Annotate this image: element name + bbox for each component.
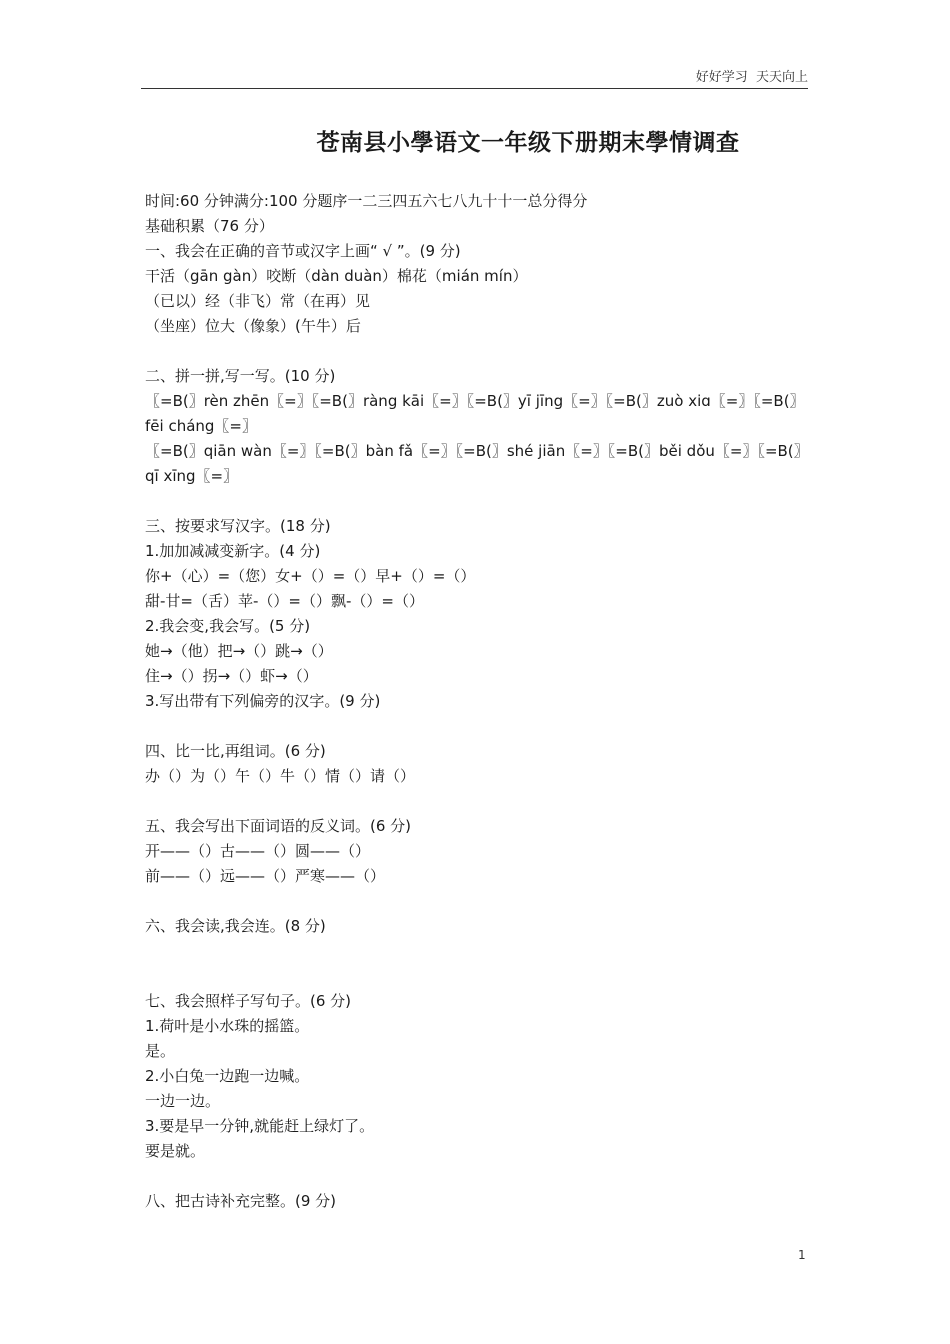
spacer <box>145 714 809 739</box>
document-title: 苍南县小學语文一年级下册期末學情调查 <box>316 130 740 156</box>
section-7-answer-2: 一边一边。 <box>145 1092 221 1110</box>
section-3-question-1-line-b: 甜-甘=（舌）苹-（）=（）飘-（）=（） <box>145 592 424 610</box>
spacer <box>145 339 809 364</box>
page-number: 1 <box>798 1248 806 1262</box>
spacer <box>145 1164 809 1189</box>
section-5-line-1: 开——（）古——（）圆——（） <box>145 842 371 860</box>
page-header-text: 好好学习 天天向上 <box>695 70 808 85</box>
section-1-line-3: （坐座）位大（像象）(午牛）后 <box>145 317 361 335</box>
section-2-pinyin-paragraph-2: 〖=B(〗qiān wàn〖=〗〖=B(〗bàn fǎ〖=〗〖=B(〗shé jiān〖=〗〖=B(〗běi dǒu〖=〗〖=B(〗qī xīng〖=〗 <box>145 442 809 485</box>
section-3-question-2-line-a: 她→（他）把→（）跳→（） <box>145 642 333 660</box>
section-2-title: 二、拼一拼,写一写。(10 分) <box>145 367 336 385</box>
section-3-question-1: 1.加加减减变新字。(4 分) <box>145 542 321 560</box>
section-1-line-1: 干活（gān gàn）咬断（dàn duàn）棉花（mián mín） <box>145 267 528 285</box>
section-1-line-2: （已以）经（非飞）常（在再）见 <box>145 292 371 310</box>
section-2-pinyin-paragraph-1: 〖=B(〗rèn zhēn〖=〗〖=B(〗ràng kāi〖=〗〖=B(〗yī jīng〖=〗〖=B(〗zuò xiɑ〖=〗〖=B(〗fēi cháng〖=〗 <box>145 392 805 435</box>
spacer <box>145 889 809 914</box>
section-6-title: 六、我会读,我会连。(8 分) <box>145 917 326 935</box>
section-5-title: 五、我会写出下面词语的反义词。(6 分) <box>145 817 412 835</box>
header-divider <box>141 88 808 89</box>
section-7-example-3: 3.要是早一分钟,就能赶上绿灯了。 <box>145 1117 375 1135</box>
section-4-title: 四、比一比,再组词。(6 分) <box>145 742 326 760</box>
spacer <box>145 939 809 989</box>
section-7-answer-3: 要是就。 <box>145 1142 206 1160</box>
section-1-title: 一、我会在正确的音节或汉字上画“ √ ”。(9 分) <box>145 242 461 260</box>
section-5-line-2: 前——（）远——（）严寒——（） <box>145 867 386 885</box>
section-3-question-2-line-b: 住→（）拐→（）虾→（） <box>145 667 318 685</box>
spacer <box>145 489 809 514</box>
section-8-title: 八、把古诗补充完整。(9 分) <box>145 1192 337 1210</box>
section-4-line-1: 办（）为（）午（）牛（）情（）请（） <box>145 767 416 785</box>
document-body <box>145 189 809 1214</box>
section-3-question-3: 3.写出带有下列偏旁的汉字。(9 分) <box>145 692 381 710</box>
section-3-title: 三、按要求写汉字。(18 分) <box>145 517 331 535</box>
section-7-example-2: 2.小白兔一边跑一边喊。 <box>145 1067 310 1085</box>
section-3-question-1-line-a: 你+（心）=（您）女+（）=（）早+（）=（） <box>145 567 476 585</box>
section-3-question-2: 2.我会变,我会写。(5 分) <box>145 617 311 635</box>
spacer <box>145 789 809 814</box>
exam-info-line: 时间:60 分钟满分:100 分题序一二三四五六七八九十十一总分得分 <box>145 192 588 210</box>
section-7-title: 七、我会照样子写句子。(6 分) <box>145 992 352 1010</box>
section-7-answer-1: 是。 <box>145 1042 176 1060</box>
section-7-example-1: 1.荷叶是小水珠的摇篮。 <box>145 1017 310 1035</box>
section-group-heading: 基础积累（76 分） <box>145 217 274 235</box>
